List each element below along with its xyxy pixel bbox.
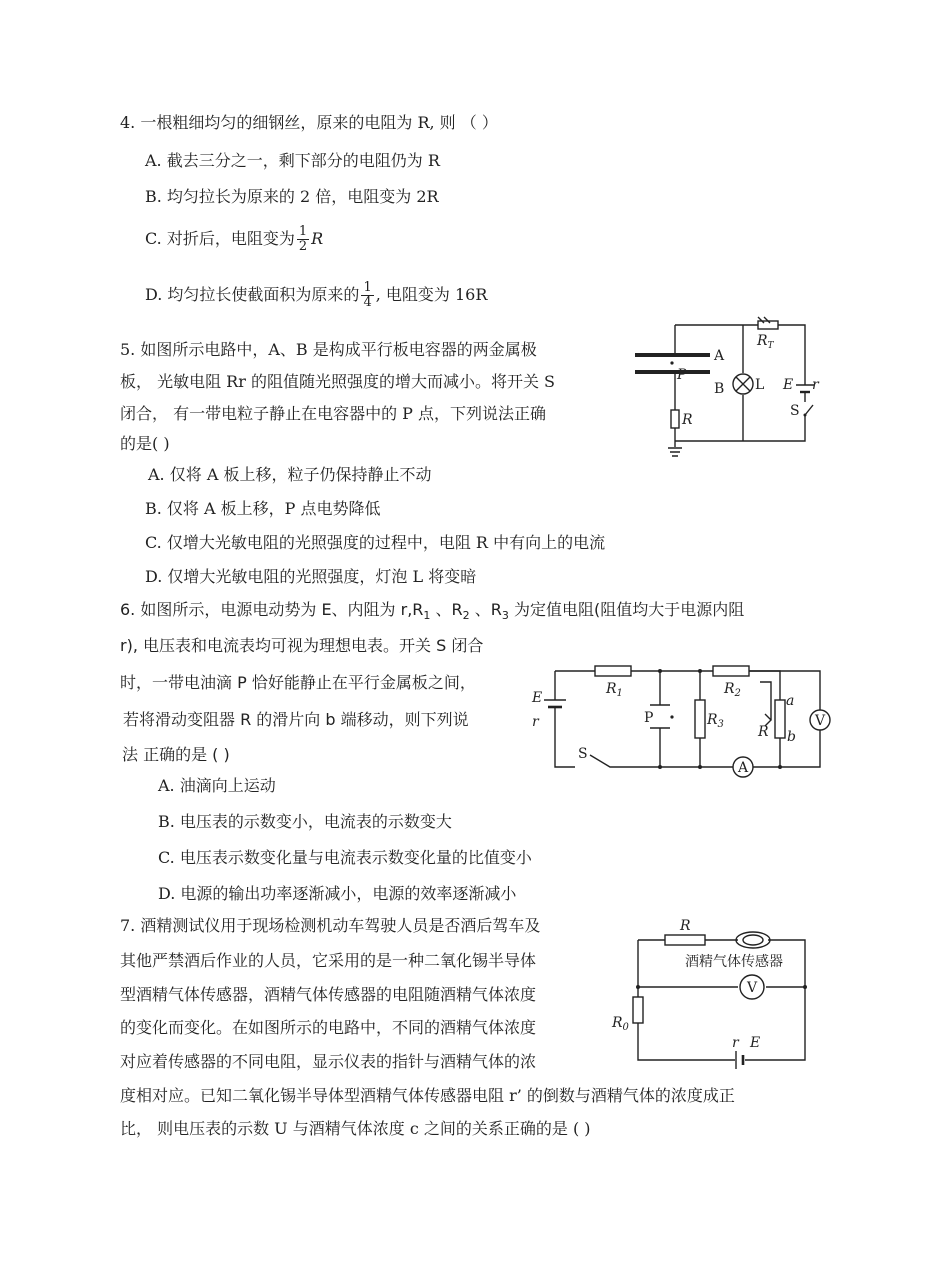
q5-stem-line3: 闭合， 有一带电粒子静止在电容器中的 P 点，下列说法正确 [120,404,547,423]
switch-contact [804,414,807,417]
subscript-3: 3 [501,609,509,623]
q6-stem-line1-a: 6. 如图所示，电源电动势为 E、内阻为 r,R [120,600,424,619]
q4-option-c-var: R [311,229,324,248]
voltmeter-symbol: V [747,980,758,996]
q6-stem-line1-b: 、R [430,600,463,619]
ammeter-symbol: A [738,760,749,776]
q5-stem-line1: 5. 如图所示电路中，A、B 是构成平行板电容器的两金属极 [120,340,537,359]
q7-stem-line1: 7. 酒精测试仪用于现场检测机动车驾驶人员是否酒后驾车及 [120,916,541,935]
fraction-numerator: 1 [363,280,372,295]
label-photoresistor: $R_T$ [757,333,774,351]
q4-option-b: B. 均匀拉长为原来的 2 倍，电阻变为 2R [145,187,439,206]
q5-option-b: B. 仅将 A 板上移，P 点电势降低 [145,499,381,518]
q4-option-d-text: D. 均匀拉长使截面积为原来的 [145,285,360,304]
q7-stem-line4: 的变化而变化。在如图所示的电路中，不同的酒精气体浓度 [120,1018,537,1037]
label-r1: $R_1$ [606,681,623,699]
label-internal-r: r [732,1035,739,1051]
label-alcohol-sensor: 酒精气体传感器 [685,954,783,970]
q7-stem-line6: 度相对应。已知二氧化锡半导体型酒精气体传感器电阻 r’ 的倒数与酒精气体的浓度成正 [120,1086,735,1105]
q5-option-a: A. 仅将 A 板上移，粒子仍保持静止不动 [148,465,432,484]
label-switch-s: S [578,746,588,762]
q6-stem-line2: r), 电压表和电流表均可视为理想电表。开关 S 闭合 [120,636,484,655]
q5-circuit-diagram [630,315,820,465]
subscript-1: 1 [423,609,431,623]
fraction-denominator: 2 [298,239,308,254]
q6-option-d: D. 电源的输出功率逐渐减小，电源的效率逐渐减小 [158,884,517,903]
q6-stem-line4: 若将滑动变阻器 R 的滑片向 b 端移动，则下列说 [123,710,469,729]
label-plate-b: B [714,381,725,397]
label-rheostat-r: R [758,724,769,740]
q4-option-d [145,278,487,312]
q6-stem-line5: 法 正确的是 ( ) [122,745,230,764]
q6-stem-line1 [120,600,744,626]
q7-stem-line7: 比， 则电压表的示数 U 与酒精气体浓度 c 之间的关系正确的是 ( ) [120,1119,591,1138]
label-switch-s: S [790,403,800,419]
label-emf-e: E [532,690,543,706]
label-internal-r: r [812,377,819,393]
label-oil-drop-p: P [644,710,654,726]
label-point-p: P [677,367,687,383]
q4-option-c [145,222,323,256]
subscript-2: 2 [462,609,470,623]
q6-stem-line3: 时，一带电油滴 P 恰好能静止在平行金属板之间， [120,673,476,692]
q7-stem-line5: 对应着传感器的不同电阻，显示仪表的指针与酒精气体的浓 [120,1052,537,1071]
label-emf-e: E [750,1035,761,1051]
fraction-numerator: 1 [298,224,308,239]
q6-stem-line1-d: 为定值电阻(阻值均大于电源内阻 [508,600,745,619]
q4-option-d-tail: , 电阻变为 16R [375,285,488,304]
label-r0: $R_0$ [612,1015,629,1033]
label-plate-a: A [714,348,725,364]
label-terminal-b: b [787,729,796,745]
voltmeter-symbol: V [815,713,826,729]
q6-option-a: A. 油滴向上运动 [158,776,276,795]
label-emf-e: E [783,377,794,393]
q6-circuit-diagram [530,660,835,778]
label-resistor-r: R [680,918,691,934]
label-resistor-r: R [682,412,693,428]
q5-stem-line4: 的是( ) [120,434,170,453]
label-internal-r: r [532,714,539,730]
label-lamp-l: L [755,377,765,393]
label-r2: $R_2$ [724,681,741,699]
q4-option-c-text: C. 对折后，电阻变为 [145,229,295,248]
oil-drop-dot [670,715,673,718]
q5-option-d: D. 仅增大光敏电阻的光照强度，灯泡 L 将变暗 [145,567,477,586]
q4-option-a: A. 截去三分之一，剩下部分的电阻仍为 R [145,151,440,170]
particle-dot [670,361,673,364]
fraction-denominator: 4 [363,295,372,310]
q7-stem-line3: 型酒精气体传感器，酒精气体传感器的电阻随酒精气体浓度 [120,985,537,1004]
q6-option-c: C. 电压表示数变化量与电流表示数变化量的比值变小 [158,848,532,867]
q5-option-c: C. 仅增大光敏电阻的光照强度的过程中，电阻 R 中有向上的电流 [145,533,606,552]
label-terminal-a: a [786,693,795,709]
q7-stem-line2: 其他严禁酒后作业的人员，它采用的是一种二氧化锡半导体 [120,951,537,970]
fraction-quarter [361,281,373,310]
q6-option-b: B. 电压表的示数变小，电流表的示数变大 [158,812,452,831]
label-r3: $R_3$ [707,712,724,730]
q5-stem-line2: 板， 光敏电阻 Rr 的阻值随光照强度的增大而减小。将开关 S [120,372,556,391]
q6-stem-line1-c: 、R [469,600,502,619]
q7-circuit-diagram [610,915,815,1065]
fraction-half [297,225,309,254]
q4-stem: 4. 一根粗细均匀的细钢丝，原来的电阻为 R, 则 （ ） [120,113,498,132]
